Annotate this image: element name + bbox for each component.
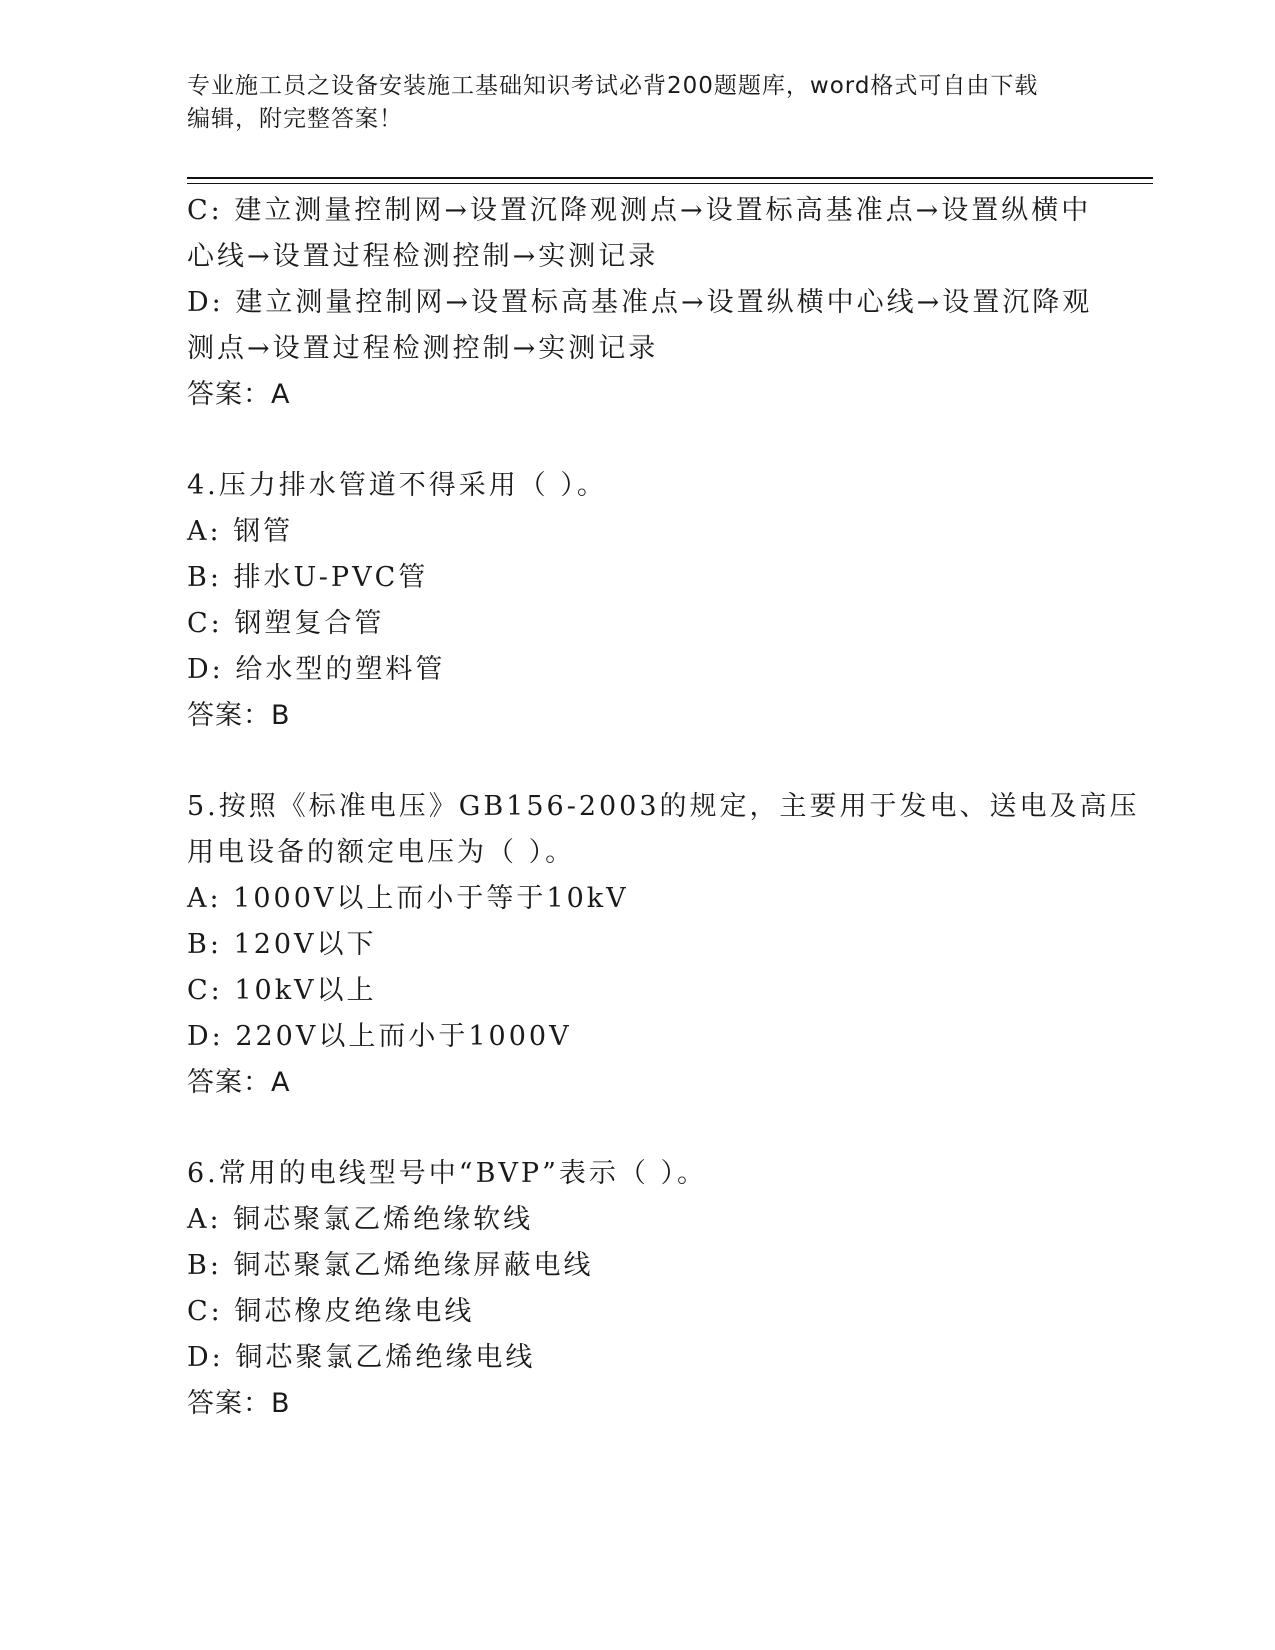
header-divider-thick <box>187 177 1153 179</box>
q4-question: 4.压力排水管道不得采用（ ）。 <box>187 470 607 501</box>
question-5-block <box>187 784 1140 1106</box>
q4-option-a: A: 钢管 <box>187 516 294 547</box>
q5-answer: 答案：A <box>187 1067 291 1098</box>
q6-question: 6.常用的电线型号中“BVP”表示（ ）。 <box>187 1158 707 1189</box>
q6-option-d: D: 铜芯聚氯乙烯绝缘电线 <box>187 1342 536 1373</box>
q6-option-b: B: 铜芯聚氯乙烯绝缘屏蔽电线 <box>187 1250 594 1281</box>
document-body <box>187 188 1140 1427</box>
q5-question-line-1: 5.按照《标准电压》GB156-2003的规定，主要用于发电、送电及高压 <box>187 791 1140 822</box>
q3-option-c-line-2: 心线→设置过程检测控制→实测记录 <box>187 241 659 272</box>
question-3-block <box>187 188 1093 418</box>
header-divider-thin <box>187 183 1153 184</box>
q5-option-b: B: 120V以下 <box>187 929 377 960</box>
header-title-line-2: 编辑，附完整答案！ <box>187 106 403 132</box>
q6-option-c: C: 铜芯橡皮绝缘电线 <box>187 1296 475 1327</box>
header-title-line-1: 专业施工员之设备安装施工基础知识考试必背200题题库，word格式可自由下载 <box>187 73 1039 99</box>
q3-answer: 答案：A <box>187 379 291 410</box>
q4-answer: 答案：B <box>187 700 291 731</box>
q6-option-a: A: 铜芯聚氯乙烯绝缘软线 <box>187 1204 534 1235</box>
q6-answer: 答案：B <box>187 1388 291 1419</box>
question-6-block <box>187 1151 1087 1427</box>
q5-option-c: C: 10kV以上 <box>187 975 377 1006</box>
q4-option-c: C: 钢塑复合管 <box>187 608 385 639</box>
q3-option-c-line-1: C: 建立测量控制网→设置沉降观测点→设置标高基准点→设置纵横中 <box>187 195 1092 226</box>
q5-question-line-2: 用电设备的额定电压为（ ）。 <box>187 837 576 868</box>
q5-option-d: D: 220V以上而小于1000V <box>187 1021 572 1052</box>
question-4-block <box>187 463 1087 739</box>
q3-option-d-line-2: 测点→设置过程检测控制→实测记录 <box>187 333 659 364</box>
q3-option-d-line-1: D: 建立测量控制网→设置标高基准点→设置纵横中心线→设置沉降观 <box>187 287 1093 318</box>
q4-option-b: B: 排水U-PVC管 <box>187 562 429 593</box>
q5-option-a: A: 1000V以上而小于等于10kV <box>187 883 629 914</box>
q4-option-d: D: 给水型的塑料管 <box>187 654 446 685</box>
document-header <box>187 70 1087 136</box>
